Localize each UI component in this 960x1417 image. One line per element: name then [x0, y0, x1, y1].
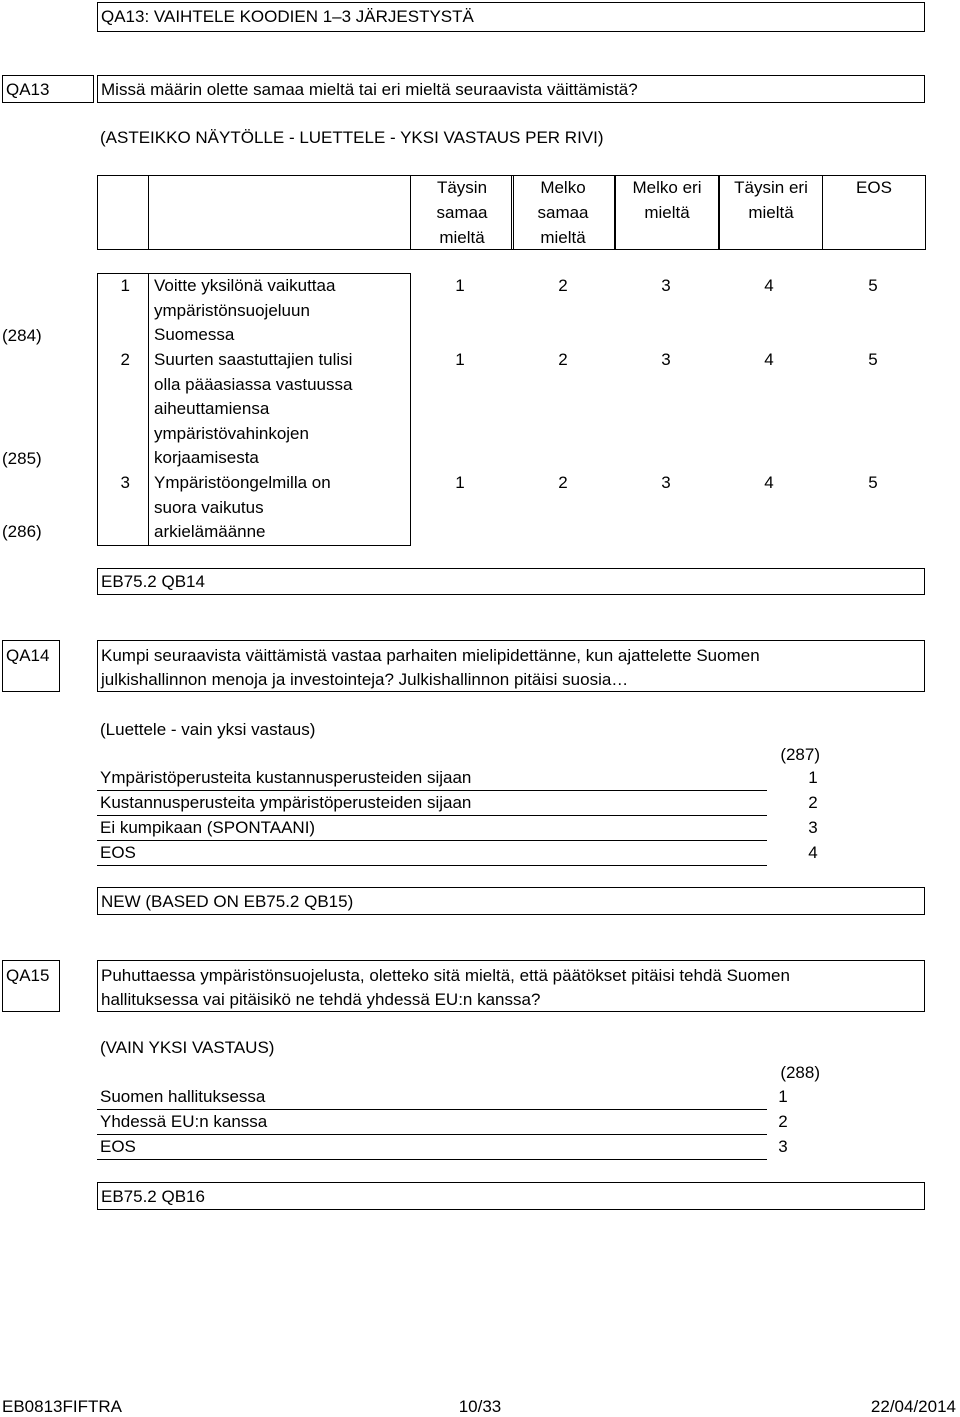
- qa14-option-label: EOS: [100, 843, 136, 862]
- qa15-option-label: EOS: [100, 1137, 136, 1156]
- qa15-option-underline: [97, 1109, 767, 1110]
- qa14-option-underline: [97, 790, 767, 791]
- qa14-code: QA14: [6, 646, 50, 665]
- footer-page-number: 10/33: [458, 1397, 502, 1416]
- item-label-line: Suomessa: [154, 325, 235, 344]
- item-answer-code: 4: [764, 350, 774, 369]
- qa14-instruction: (Luettele - vain yksi vastaus): [100, 720, 316, 739]
- item-answer-code: 3: [661, 276, 671, 295]
- scale-header-label: EOS: [856, 178, 892, 197]
- section-header-title: QA13: VAIHTELE KOODIEN 1–3 JÄRJESTYSTÄ: [101, 7, 474, 26]
- qa14-option-label: Ei kumpikaan (SPONTAANI): [100, 818, 316, 837]
- qa14-question-box: [97, 640, 925, 692]
- scale-header-label: Täysin eri: [734, 178, 808, 197]
- qa14-option-underline: [97, 865, 767, 866]
- scale-header-cell: [410, 175, 514, 250]
- qa15-source: EB75.2 QB16: [101, 1187, 205, 1206]
- item-number: 1: [120, 276, 130, 295]
- footer-doc-id: EB0813FIFTRA: [2, 1397, 122, 1416]
- qa14-variable: (287): [780, 745, 820, 764]
- item-label-line: Suurten saastuttajien tulisi: [154, 350, 353, 369]
- qa15-option-code: 1: [778, 1087, 788, 1106]
- scale-header-label: Melko: [540, 178, 586, 197]
- scale-header-label: mieltä: [748, 203, 794, 222]
- qa14-option-label: Kustannusperusteita ympäristöperusteiden sijaan: [100, 793, 472, 812]
- item-label-line: aiheuttamiensa: [154, 399, 270, 418]
- qa13-source: EB75.2 QB14: [101, 572, 205, 591]
- items-num-column: [97, 273, 149, 546]
- footer-date: 22/04/2014: [870, 1397, 956, 1416]
- section-header-box: [97, 2, 925, 32]
- scale-header-label: Täysin: [436, 178, 488, 197]
- qa15-option-underline: [97, 1134, 767, 1135]
- item-label-line: korjaamisesta: [154, 448, 259, 467]
- qa15-variable: (288): [780, 1063, 820, 1082]
- item-answer-code: 4: [764, 473, 774, 492]
- qa14-option-label: Ympäristöperusteita kustannusperusteiden sijaan: [100, 768, 472, 787]
- qa13-question: Missä määrin olette samaa mieltä tai eri mieltä seuraavista väittämistä?: [101, 80, 638, 99]
- item-answer-code: 1: [455, 350, 465, 369]
- qa14-option-code: 4: [808, 843, 818, 862]
- qa15-option-underline: [97, 1159, 767, 1160]
- scale-header-cell: [615, 175, 719, 250]
- item-label-line: arkielämäänne: [154, 522, 266, 541]
- qa14-question-line1: Kumpi seuraavista väittämistä vastaa parhaiten mielipidettänne, kun ajattelette Suomen: [101, 646, 760, 665]
- qa14-source-box: [97, 887, 925, 915]
- qa15-option-code: 3: [778, 1137, 788, 1156]
- qa14-source: NEW (BASED ON EB75.2 QB15): [101, 892, 354, 911]
- item-answer-code: 5: [868, 350, 878, 369]
- scale-header-label: mieltä: [644, 203, 690, 222]
- scale-header-label: Melko eri: [632, 178, 702, 197]
- qa15-instruction: (VAIN YKSI VASTAUS): [100, 1038, 275, 1057]
- scale-header-blank-label: [148, 175, 411, 250]
- item-answer-code: 1: [455, 276, 465, 295]
- item-answer-code: 4: [764, 276, 774, 295]
- scale-header-label: samaa: [537, 203, 589, 222]
- item-label-line: Voitte yksilönä vaikuttaa: [154, 276, 336, 295]
- scale-header-blank-num: [97, 175, 149, 250]
- qa14-option-code: 3: [808, 818, 818, 837]
- item-answer-code: 2: [558, 350, 568, 369]
- item-answer-code: 2: [558, 473, 568, 492]
- qa13-instruction: (ASTEIKKO NÄYTÖLLE - LUETTELE - YKSI VASTAUS PER RIVI): [100, 128, 604, 147]
- scale-header-cell: [719, 175, 823, 250]
- qa15-source-box: [97, 1182, 925, 1210]
- item-variable: (285): [2, 449, 42, 468]
- item-label-line: ympäristönsuojeluun: [154, 300, 310, 320]
- qa15-code-box: [2, 960, 60, 1012]
- item-label-line: Ympäristöongelmilla on: [154, 473, 331, 492]
- item-label-line: ympäristövahinkojen: [154, 423, 309, 443]
- item-answer-code: 1: [455, 473, 465, 492]
- item-variable: (284): [2, 326, 42, 345]
- qa13-question-box: [97, 75, 925, 103]
- qa14-question-line2: julkishallinnon menoja ja investointeja? Julkishallinnon pitäisi suosia…: [101, 670, 629, 689]
- qa14-option-underline: [97, 815, 767, 816]
- qa15-option-label: Suomen hallituksessa: [100, 1087, 266, 1106]
- qa15-question-box: [97, 960, 925, 1012]
- item-answer-code: 3: [661, 350, 671, 369]
- item-answer-code: 3: [661, 473, 671, 492]
- item-label-line: suora vaikutus: [154, 497, 264, 517]
- qa14-option-code: 2: [808, 793, 818, 812]
- qa14-option-underline: [97, 840, 767, 841]
- item-number: 3: [120, 473, 130, 492]
- scale-header-label: mieltä: [439, 228, 485, 247]
- qa13-code-box: [2, 75, 94, 103]
- scale-header-label: mieltä: [540, 228, 586, 247]
- qa14-code-box: [2, 640, 60, 692]
- scale-header-cell: [822, 175, 926, 250]
- scale-header-label: samaa: [436, 203, 488, 222]
- item-variable: (286): [2, 522, 42, 541]
- item-answer-code: 2: [558, 276, 568, 295]
- qa15-code: QA15: [6, 966, 50, 985]
- qa13-source-box: [97, 568, 925, 595]
- qa14-option-code: 1: [808, 768, 818, 787]
- item-answer-code: 5: [868, 473, 878, 492]
- qa13-code: QA13: [6, 80, 50, 99]
- scale-header-cell: [511, 175, 615, 250]
- item-number: 2: [120, 350, 130, 369]
- qa15-question-line1: Puhuttaessa ympäristönsuojelusta, oletteko sitä mieltä, että päätökset pitäisi tehdä Suomen: [101, 966, 790, 985]
- item-label-line: olla pääasiassa vastuussa: [154, 374, 353, 394]
- qa15-option-label: Yhdessä EU:n kanssa: [100, 1112, 268, 1131]
- qa15-option-code: 2: [778, 1112, 788, 1131]
- qa15-question-line2: hallituksessa vai pitäisikö ne tehdä yhdessä EU:n kanssa?: [101, 990, 541, 1009]
- item-answer-code: 5: [868, 276, 878, 295]
